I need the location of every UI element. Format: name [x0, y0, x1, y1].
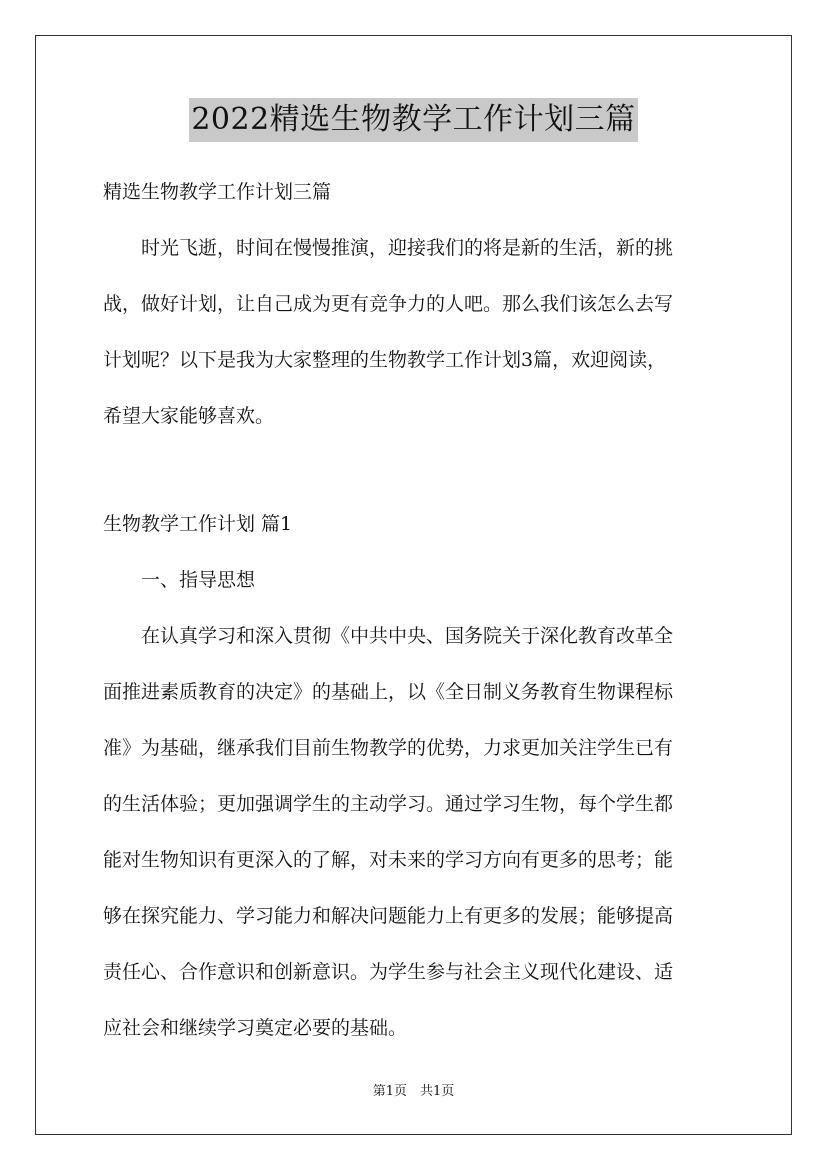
sub-heading: 一、指导思想 — [103, 569, 256, 591]
body-line: 应社会和继续学习奠定必要的基础。 — [103, 1017, 408, 1039]
title-container — [0, 98, 827, 142]
document-title: 2022精选生物教学工作计划三篇 — [189, 98, 637, 142]
body-line: 够在探究能力、学习能力和解决问题能力上有更多的发展；能够提高 — [103, 905, 674, 927]
document-subtitle: 精选生物教学工作计划三篇 — [103, 181, 332, 203]
intro-line: 希望大家能够喜欢。 — [103, 405, 275, 427]
section-spacer — [103, 444, 727, 496]
page-number: 第1页 共1页 — [372, 1084, 455, 1099]
intro-line: 战，做好计划，让自己成为更有竞争力的人吧。那么我们该怎么去写 — [103, 293, 674, 315]
body-line: 面推进素质教育的决定》的基础上，以《全日制义务教育生物课程标 — [103, 681, 674, 703]
document-body — [103, 164, 727, 1056]
section-heading: 生物教学工作计划 篇1 — [103, 513, 293, 535]
page-footer — [0, 1083, 827, 1101]
body-line: 准》为基础，继承我们目前生物教学的优势，力求更加关注学生已有 — [103, 737, 674, 759]
body-line: 责任心、合作意识和创新意识。为学生参与社会主义现代化建设、适 — [103, 961, 674, 983]
body-line: 在认真学习和深入贯彻《中共中央、国务院关于深化教育改革全 — [103, 625, 674, 647]
body-line: 能对生物知识有更深入的了解，对未来的学习方向有更多的思考；能 — [103, 849, 674, 871]
intro-line: 时光飞逝，时间在慢慢推演，迎接我们的将是新的生活，新的挑 — [103, 237, 674, 259]
body-line: 的生活体验；更加强调学生的主动学习。通过学习生物，每个学生都 — [103, 793, 674, 815]
intro-line: 计划呢？以下是我为大家整理的生物教学工作计划3篇，欢迎阅读， — [103, 349, 667, 371]
